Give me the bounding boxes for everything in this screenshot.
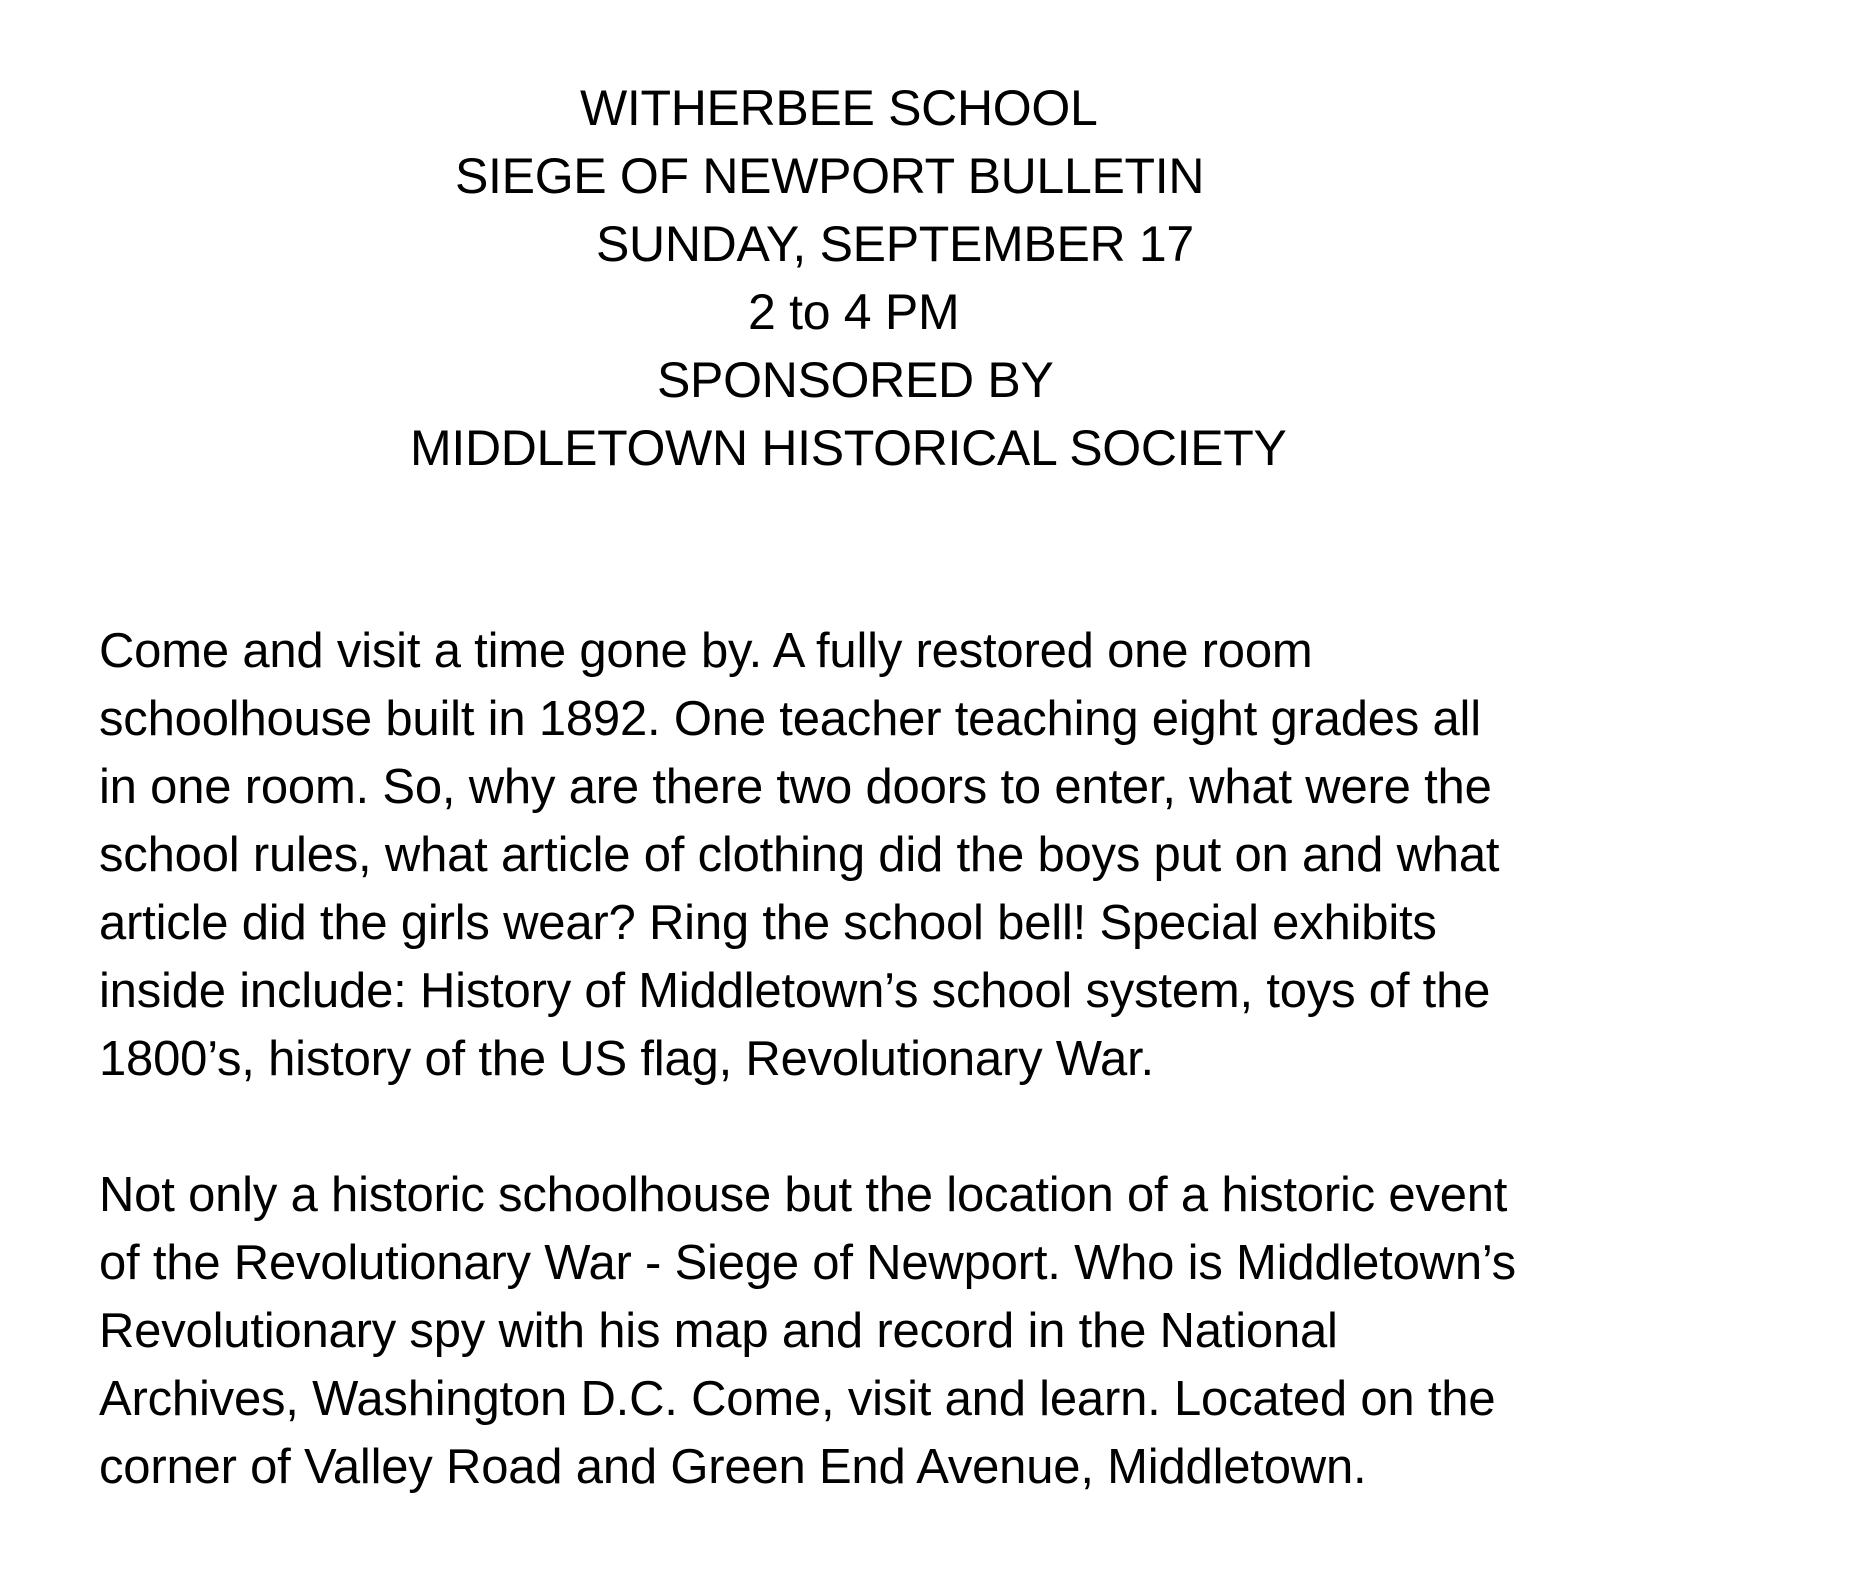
heading-date: SUNDAY, SEPTEMBER 17 (596, 216, 1194, 272)
heading-sponsored-by: SPONSORED BY (657, 352, 1054, 408)
heading-sponsor-name: MIDDLETOWN HISTORICAL SOCIETY (410, 420, 1287, 476)
paragraph-line: in one room. So, why are there two doors to enter, what were the (99, 760, 1492, 814)
paragraph-line: schoolhouse built in 1892. One teacher teaching eight grades all (99, 692, 1481, 746)
paragraph-line: 1800’s, history of the US flag, Revolutionary War. (99, 1032, 1154, 1086)
paragraph-line: Revolutionary spy with his map and record in the National (99, 1304, 1338, 1358)
paragraph-line: corner of Valley Road and Green End Avenue, Middletown. (99, 1440, 1367, 1494)
paragraph-line: Archives, Washington D.C. Come, visit and learn. Located on the (99, 1372, 1496, 1426)
heading-bulletin-title: SIEGE OF NEWPORT BULLETIN (455, 148, 1205, 204)
heading-school-name: WITHERBEE SCHOOL (580, 80, 1098, 136)
paragraph-line: of the Revolutionary War - Siege of Newport. Who is Middletown’s (99, 1236, 1516, 1290)
heading-time: 2 to 4 PM (748, 284, 960, 340)
paragraph-line: Come and visit a time gone by. A fully restored one room (99, 624, 1313, 678)
paragraph-line: school rules, what article of clothing did the boys put on and what (99, 828, 1500, 882)
paragraph-line: inside include: History of Middletown’s school system, toys of the (99, 964, 1491, 1018)
paragraph-line: Not only a historic schoolhouse but the location of a historic event (99, 1168, 1508, 1222)
paragraph-line: article did the girls wear? Ring the school bell! Special exhibits (99, 896, 1437, 950)
